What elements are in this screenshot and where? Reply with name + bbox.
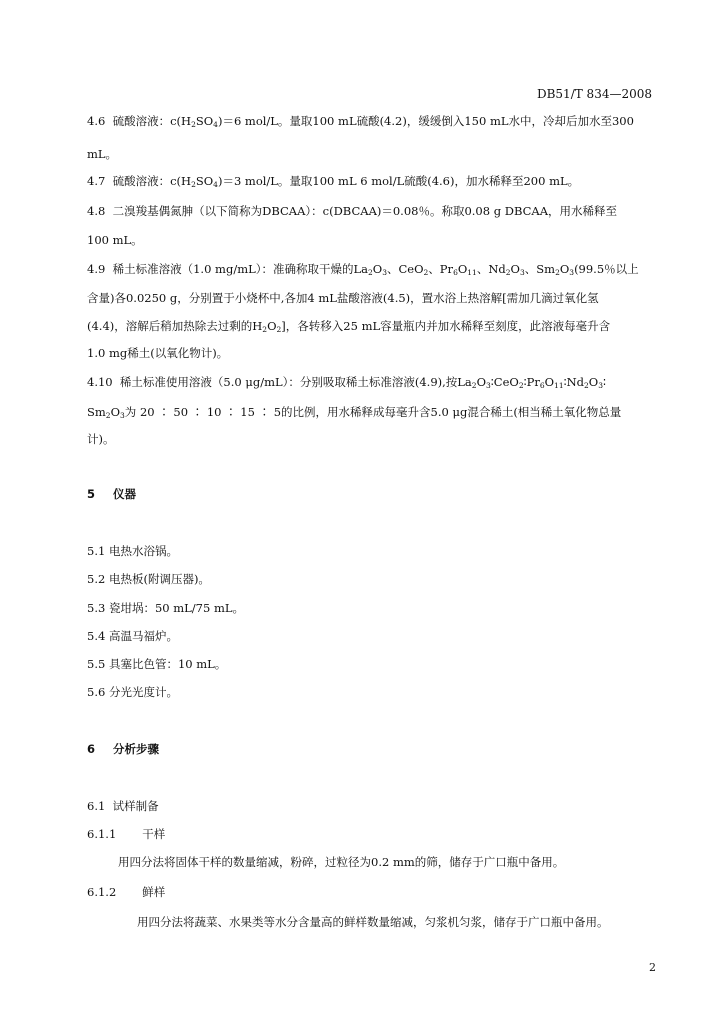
reagent-4-10-line1: 4.10 稀土标准使用溶液（5.0 μg/mL）：分别吸取稀土标准溶液(4.9),按$La_2O_3∶CeO_2∶Pr_6O_{11}∶Nd_2O_3∶$	[87, 375, 607, 390]
clause-number: 4.9	[87, 262, 106, 276]
clause-number: 4.6	[87, 114, 106, 128]
reagent-4-7: 4.7 硫酸溶液：$c(H_2SO_4)=3$ mol/L。量取100 mL 6 mol/L硫酸(4.6)，加水稀释至200 mL。	[87, 174, 580, 189]
instrument-5-4: 5.4 高温马福炉。	[87, 629, 178, 643]
instrument-5-6: 5.6 分光光度计。	[87, 685, 178, 699]
clause-number: 4.7	[87, 174, 106, 188]
reagent-4-6-line1: 4.6 硫酸溶液：$c(H_2SO_4)=6$ mol/L。量取100 mL硫酸(4.2)，缓缓倒入150 mL水中，冷却后加水至300	[87, 114, 634, 129]
clause-number: 4.10	[87, 375, 113, 389]
instrument-5-1: 5.1 电热水浴锅。	[87, 544, 178, 558]
clause-6-1-2: 6.1.2 鲜样	[87, 885, 166, 899]
instrument-5-5: 5.5 具塞比色管：10 mL。	[87, 657, 227, 671]
reagent-4-9-line3: (4.4)，溶解后稍加热除去过剩的$H_2O_2$]，各转移入25 mL容量瓶内并加水稀释至刻度，此溶液每毫升含	[87, 319, 611, 334]
clause-number: 4.8	[87, 204, 106, 218]
clause-6-1-1-body: 用四分法将固体干样的数量缩减，粉碎，过粒径为0.2 mm的筛，储存于广口瓶中备用。	[118, 855, 565, 869]
reagent-4-8-line1: 4.8 二溴羧基偶氮胂（以下简称为DBCAA）：c(DBCAA)＝0.08％。称取0.08 g DBCAA，用水稀释至	[87, 204, 618, 218]
reagent-4-8-line2: 100 mL。	[87, 233, 143, 247]
clause-6-1-1: 6.1.1 干样	[87, 827, 166, 841]
section-6-heading: 6 分析步骤	[87, 742, 160, 756]
instrument-5-2: 5.2 电热板(附调压器)。	[87, 572, 210, 586]
clause-6-1-2-body: 用四分法将蔬菜、水果类等水分含量高的鲜样数量缩减，匀浆机匀浆，储存于广口瓶中备用。	[137, 915, 609, 929]
reagent-4-6-line2: mL。	[87, 147, 118, 161]
reagent-4-10-line2: $Sm_2O_3$为 20 ∶ 50 ∶ 10 ∶ 15 ∶ 5的比例，用水稀释成每毫升含5.0 μg混合稀土(相当稀土氧化物总量	[87, 405, 622, 420]
reagent-4-9-line2: 含量)各0.0250 g，分别置于小烧杯中,各加4 mL盐酸溶液(4.5)，置水浴上热溶解[需加几滴过氧化氢	[87, 291, 599, 305]
standard-number: DB51/T 834—2008	[536, 87, 652, 101]
reagent-4-10-line3: 计)。	[87, 432, 115, 446]
section-5-heading: 5 仪器	[87, 487, 137, 501]
clause-6-1: 6.1 试样制备	[87, 799, 159, 813]
page-number: 2	[649, 961, 656, 974]
instrument-5-3: 5.3 瓷坩埚：50 mL/75 mL。	[87, 601, 244, 615]
reagent-4-9-line4: 1.0 mg稀土(以氧化物计)。	[87, 346, 229, 360]
reagent-4-9-line1: 4.9 稀土标准溶液（1.0 mg/mL）：准确称取干燥的$La_2O_3$、CeO$_2$、$Pr_6O_{11}$、$Nd_2O_3$、$Sm_2O_3(99.5$％以上	[87, 262, 639, 277]
